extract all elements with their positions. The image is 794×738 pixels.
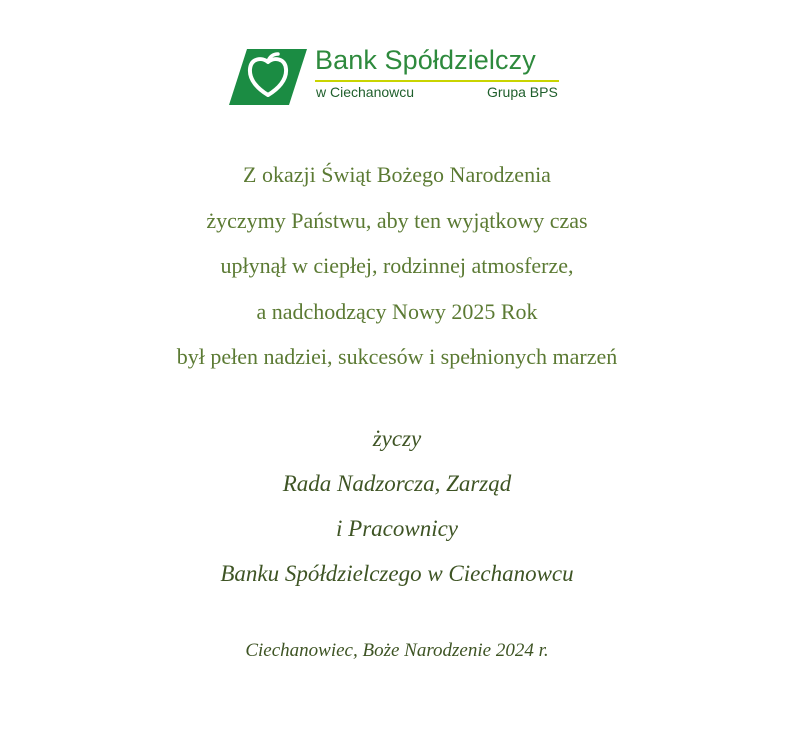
bank-logo: [229, 47, 569, 107]
bank-name: Bank Spółdzielczy: [315, 45, 536, 75]
signature-line: życzy: [372, 426, 422, 451]
signature-line: Rada Nadzorcza, Zarząd: [282, 471, 512, 496]
signature-line: i Pracownicy: [336, 516, 458, 541]
signature-line: Banku Spółdzielczego w Ciechanowcu: [220, 561, 574, 586]
greeting-line: Z okazji Świąt Bożego Narodzenia: [243, 162, 551, 187]
greeting-line: był pełen nadziei, sukcesów i spełnionych marzeń: [176, 344, 618, 369]
greeting-line: upłynął w ciepłej, rodzinnej atmosferze,: [220, 253, 574, 278]
signature-block: [0, 416, 794, 596]
greeting-line: życzymy Państwu, aby ten wyjątkowy czas: [206, 207, 588, 233]
place-and-date: Ciechanowiec, Boże Narodzenie 2024 r.: [245, 640, 549, 661]
apple-heart-logo-icon: [229, 49, 307, 105]
bank-city: w Ciechanowcu: [316, 84, 415, 100]
logo-divider: [315, 80, 559, 82]
bank-group: Grupa BPS: [487, 84, 558, 100]
greeting-line: a nadchodzący Nowy 2025 Rok: [256, 298, 538, 324]
greeting-text: [0, 152, 794, 380]
